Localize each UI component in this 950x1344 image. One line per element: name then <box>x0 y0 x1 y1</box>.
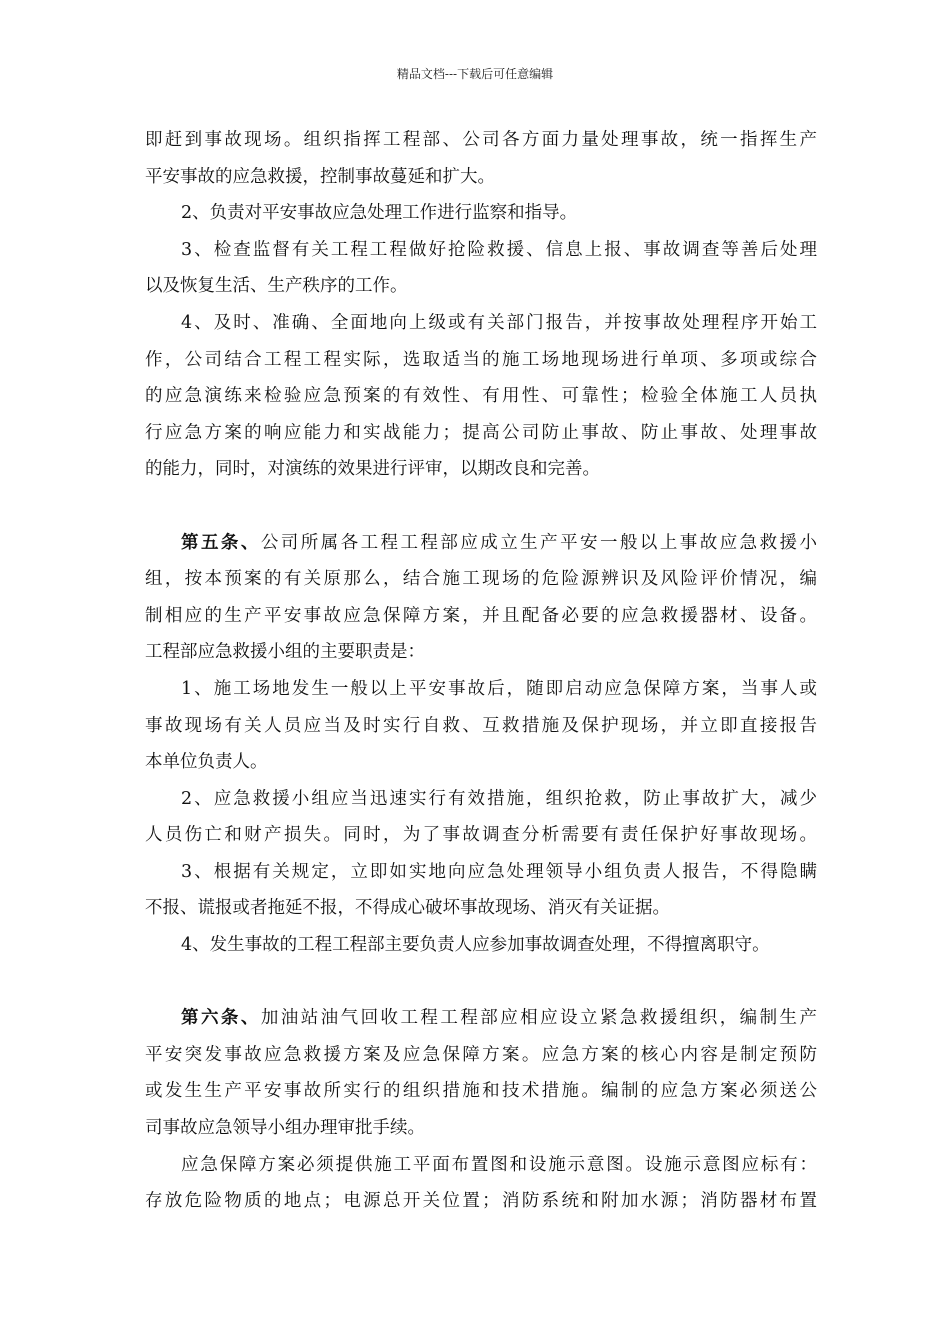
text-line: 应急保障方案必须提供施工平面布置图和设施示意图。设施示意图应标有： <box>181 1154 817 1175</box>
text-line: 4、发生事故的工程工程部主要负责人应参加事故调查处理，不得擅离职守。 <box>181 935 770 956</box>
paragraph-gap <box>145 488 817 525</box>
text-line: 的应急演练来检验应急预案的有效性、有用性、可靠性；检验全体施工人员执 <box>145 386 817 407</box>
article-five-text: 公司所属各工程工程部应成立生产平安一般以上事故应急救援小 <box>260 532 818 553</box>
text-line: 以及恢复生活、生产秩序的工作。 <box>145 276 408 297</box>
text-line: 或发生生产平安事故所实行的组织措施和技术措施。编制的应急方案必须送公 <box>145 1081 817 1102</box>
paragraph-gap <box>145 964 817 1001</box>
text-line: 制相应的生产平安事故应急保障方案，并且配备必要的应急救援器材、设备。 <box>145 605 817 626</box>
article-six-heading: 第六条、 <box>181 1008 261 1029</box>
text-line: 工程部应急救援小组的主要职责是： <box>145 642 425 663</box>
text-line: 1、施工场地发生一般以上平安事故后，随即启动应急保障方案，当事人或 <box>181 678 817 699</box>
text-line: 行应急方案的响应能力和实战能力；提高公司防止事故、防止事故、处理事故 <box>145 422 817 443</box>
text-line: 作，公司结合工程工程实际，选取适当的施工场地现场进行单项、多项或综合 <box>145 349 817 370</box>
article-five-heading: 第五条、 <box>181 532 261 553</box>
article-five-line <box>145 525 817 562</box>
text-line: 组，按本预案的有关原那么，结合施工现场的危险源辨识及风险评价情况，编 <box>145 569 817 590</box>
text-line: 事故现场有关人员应当及时实行自救、互救措施及保护现场，并立即直接报告 <box>145 715 817 736</box>
document-body <box>145 122 817 1220</box>
text-line: 3、根据有关规定，立即如实地向应急处理领导小组负责人报告，不得隐瞒 <box>181 861 817 882</box>
text-line: 司事故应急领导小组办理审批手续。 <box>145 1118 425 1139</box>
text-line: 平安事故的应急救援，控制事故蔓延和扩大。 <box>145 166 495 187</box>
text-line: 4、及时、准确、全面地向上级或有关部门报告，并按事故处理程序开始工 <box>181 312 817 333</box>
page-header: 精品文档---下载后可任意编辑 <box>396 67 554 81</box>
text-line: 2、负责对平安事故应急处理工作进行监察和指导。 <box>181 203 578 224</box>
text-line: 的能力，同时，对演练的效果进行评审，以期改良和完善。 <box>145 459 600 480</box>
text-line: 2、应急救援小组应当迅速实行有效措施，组织抢救，防止事故扩大，减少 <box>181 788 817 809</box>
text-line: 存放危险物质的地点；电源总开关位置；消防系统和附加水源；消防器材布置 <box>145 1191 817 1212</box>
text-line: 本单位负责人。 <box>145 752 268 773</box>
text-line: 3、检查监督有关工程工程做好抢险救援、信息上报、事故调查等善后处理 <box>181 239 817 260</box>
text-line: 不报、谎报或者拖延不报，不得成心破坏事故现场、消灭有关证据。 <box>145 898 670 919</box>
article-six-text: 加油站油气回收工程工程部应相应设立紧急救援组织，编制生产 <box>260 1008 818 1029</box>
text-line: 平安突发事故应急救援方案及应急保障方案。应急方案的核心内容是制定预防 <box>145 1044 817 1065</box>
article-six-line <box>145 1000 817 1037</box>
text-line: 即赶到事故现场。组织指挥工程部、公司各方面力量处理事故，统一指挥生产 <box>145 130 817 150</box>
text-line: 人员伤亡和财产损失。同时，为了事故调查分析需要有责任保护好事故现场。 <box>145 825 817 846</box>
